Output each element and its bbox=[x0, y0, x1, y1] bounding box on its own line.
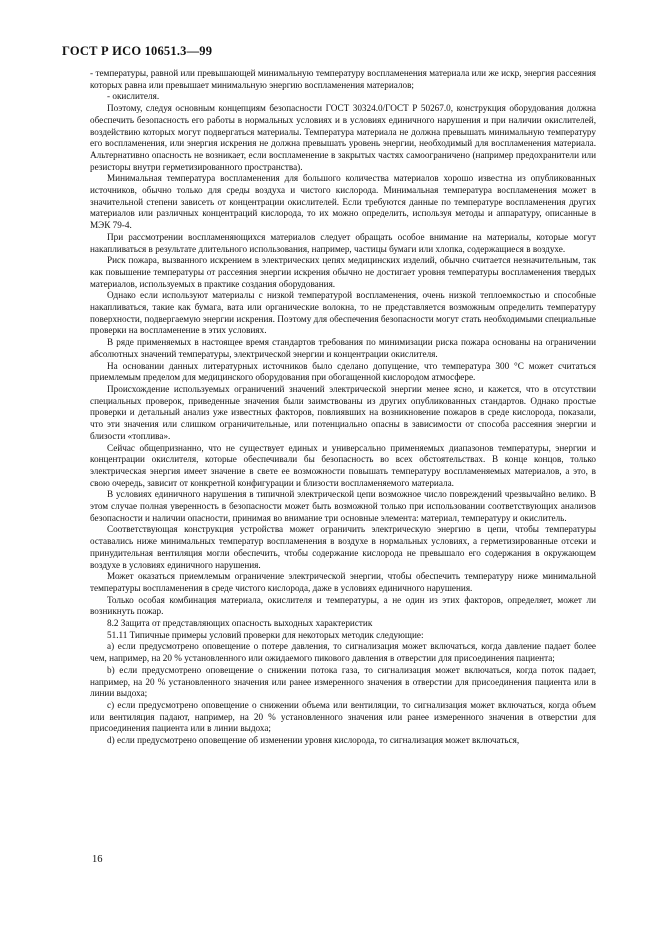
list-item-d: d) если предусмотрено оповещение об изменении уровня кислорода, то сигнализация может включаться, bbox=[107, 735, 520, 746]
paragraph-list-temperature: - температуры, равной или превышающей минимальную температуру воспламенения материала или же искр, энергия рассеяния которых равна или превышает минимальную энергию воспламенения материалов; bbox=[90, 68, 596, 90]
list-item-a: a) если предусмотрено оповещение о потере давления, то сигнализация может включаться, когда давление падает более чем, например, на 20 % установленного или ожидаемого пикового давления в отверстии для присоединения пациента; bbox=[90, 641, 596, 664]
list-item-b: b) если предусмотрено оповещение о снижении потока газа, то сигнализация может включаться, когда поток падает, например, на 20 % установленного значения или ранее измеренного значения в отверстии для присоединения пациента или в линии выдоха; bbox=[90, 664, 596, 699]
standard-header: ГОСТ Р ИСО 10651.3—99 bbox=[62, 44, 213, 58]
paragraph-device-design: Соответствующая конструкция устройства может ограничить электрическую энергию в цепи, чтобы температуры оставались ниже минимальных температур воспламенения в воздухе в нормальных условиях, а герметизированные отсеки и принудительная вентиляция могли обеспечить, чтобы содержание кислорода не превышало его содержания в окружающем воздухе в условиях единичного нарушения. bbox=[90, 524, 596, 570]
paragraph-list-oxidizer: - окислителя. bbox=[107, 91, 160, 102]
section-heading-8-2: 8.2 Защита от представляющих опасность выходных характеристик bbox=[107, 618, 373, 629]
paragraph-accumulating-materials: При рассмотрении воспламеняющихся материалов следует обращать особое внимание на материалы, которые могут накапливаться в результате длительного использования, например, частицы бумаги или хлопка, содержащиеся в воздухе. bbox=[90, 231, 596, 254]
paragraph-safety-concept: Поэтому, следуя основным концепциям безопасности ГОСТ 30324.0/ГОСТ Р 50267.0, конструкция оборудования должна обеспечить безопасность его работы в нормальных условиях и в условиях единичного нарушения и при наличии окислителей, воздействию которых могут подвергаться материалы. Температура материала не должна превышать минимальную температуру его воспламенения, или энергия искрения не должна превышать уровень энергии, необходимый для воспламенения материала. Альтернативно опасность не возникает, если воспламенение в закрытых частях самоограничено (например предохранители или резисторы внутри герметизированного пространства). bbox=[90, 103, 596, 172]
paragraph-current-standards: В ряде применяемых в настоящее время стандартов требования по минимизации риска пожара основаны на ограничении абсолютных значений температуры, электрической энергии и концентрации окислителя. bbox=[90, 337, 596, 359]
list-item-c: c) если предусмотрено оповещение о снижении объема или вентиляции, то сигнализация может включаться, когда объем или вентиляция падают, например, на 20 % установленного значения или ранее измеренного значения в отверстии для присоединения пациента или в линии выдоха; bbox=[90, 699, 596, 734]
paragraph-min-ignition-temp: Минимальная температура воспламенения для большого количества материалов хорошо известна из опубликованных источников, обычно только для среды воздуха и чистого кислорода. Минимальная температура воспламенения может в значительной степени зависеть от концентрации окислителей. Если требуются данные по температуре воспламенения других материалов или различных концентраций кислорода, то их можно определить, используя методы и аппаратуру, описанные в МЭК 79-4. bbox=[90, 173, 596, 231]
paragraph-energy-limitation: Может оказаться приемлемым ограничение электрической энергии, чтобы обеспечить температуру ниже минимальной температуры воспламенения в среде чистого кислорода, даже в условиях единичного нарушения. bbox=[90, 571, 596, 593]
paragraph-energy-limits-origin: Происхождение используемых ограничений значений электрической энергии менее ясно, и кажется, что в отсутствии специальных проверок, приведенные значения были заимствованы из других опубликованных стандартов. Однако простые проверки и детальный анализ уже известных факторов, повлиявших на возникновение пожаров в среде кислорода, показали, что эти значения или слишком ограничительные, или потенциально опасны в зависимости от способа рассеяния энергии и близости «топлива». bbox=[90, 383, 596, 441]
paragraph-fire-risk-sparking: Риск пожара, вызванного искрением в электрических цепях медицинских изделий, обычно считается незначительным, так как повышение температуры от рассеяния энергии искрения обычно не достигает уровня температуры воспламенения твердых материалов, используемых в практике создания оборудования. bbox=[90, 255, 596, 289]
paragraph-no-universal-ranges: Сейчас общепризнанно, что не существует единых и универсально применяемых диапазонов температуры, энергии и концентрации окислителя, которые обеспечивали бы безопасность во всех обстоятельствах. В конце концов, только электрическая энергия имеет значение в свете ее возможности повышать температуру воспламеняемых материалов, а это, в свою очередь, зависит от конкретной конфигурации и близости воспламеняемого материала. bbox=[90, 442, 596, 488]
clause-51-11: 51.11 Типичные примеры условий проверки для некоторых методик следующие: bbox=[107, 629, 424, 640]
paragraph-single-fault: В условиях единичного нарушения в типичной электрической цепи возможное число повреждений чрезвычайно велико. В этом случае полная уверенность в безопасности может быть возможной только при использовании соответствующих анализов безопасности и наличии опасности, принимая во внимание три основные элемента: материал, температуру и окислитель. bbox=[90, 489, 596, 523]
paragraph-fire-combination: Только особая комбинация материала, окислителя и температуры, а не один из этих факторов, определяет, может ли возникнуть пожар. bbox=[90, 594, 596, 617]
page-number: 16 bbox=[92, 854, 103, 865]
paragraph-low-ignition-materials: Однако если используют материалы с низкой температурой воспламенения, очень низкой теплоемкостью и способные накапливаться, такие как бумага, вата или органические волокна, то не представляется возможным определить температуру поверхности, подвергаемую энергии искрения. Поэтому для обеспечения безопасности могут стать необходимыми специальные проверки на воспламенение в этих условиях. bbox=[90, 290, 596, 336]
document-body bbox=[90, 68, 596, 747]
paragraph-temperature-limit: На основании данных литературных источников было сделано допущение, что температура 300 °С может считаться приемлемым пределом для медицинского оборудования при обогащенной кислородом атмосфере. bbox=[90, 360, 596, 383]
